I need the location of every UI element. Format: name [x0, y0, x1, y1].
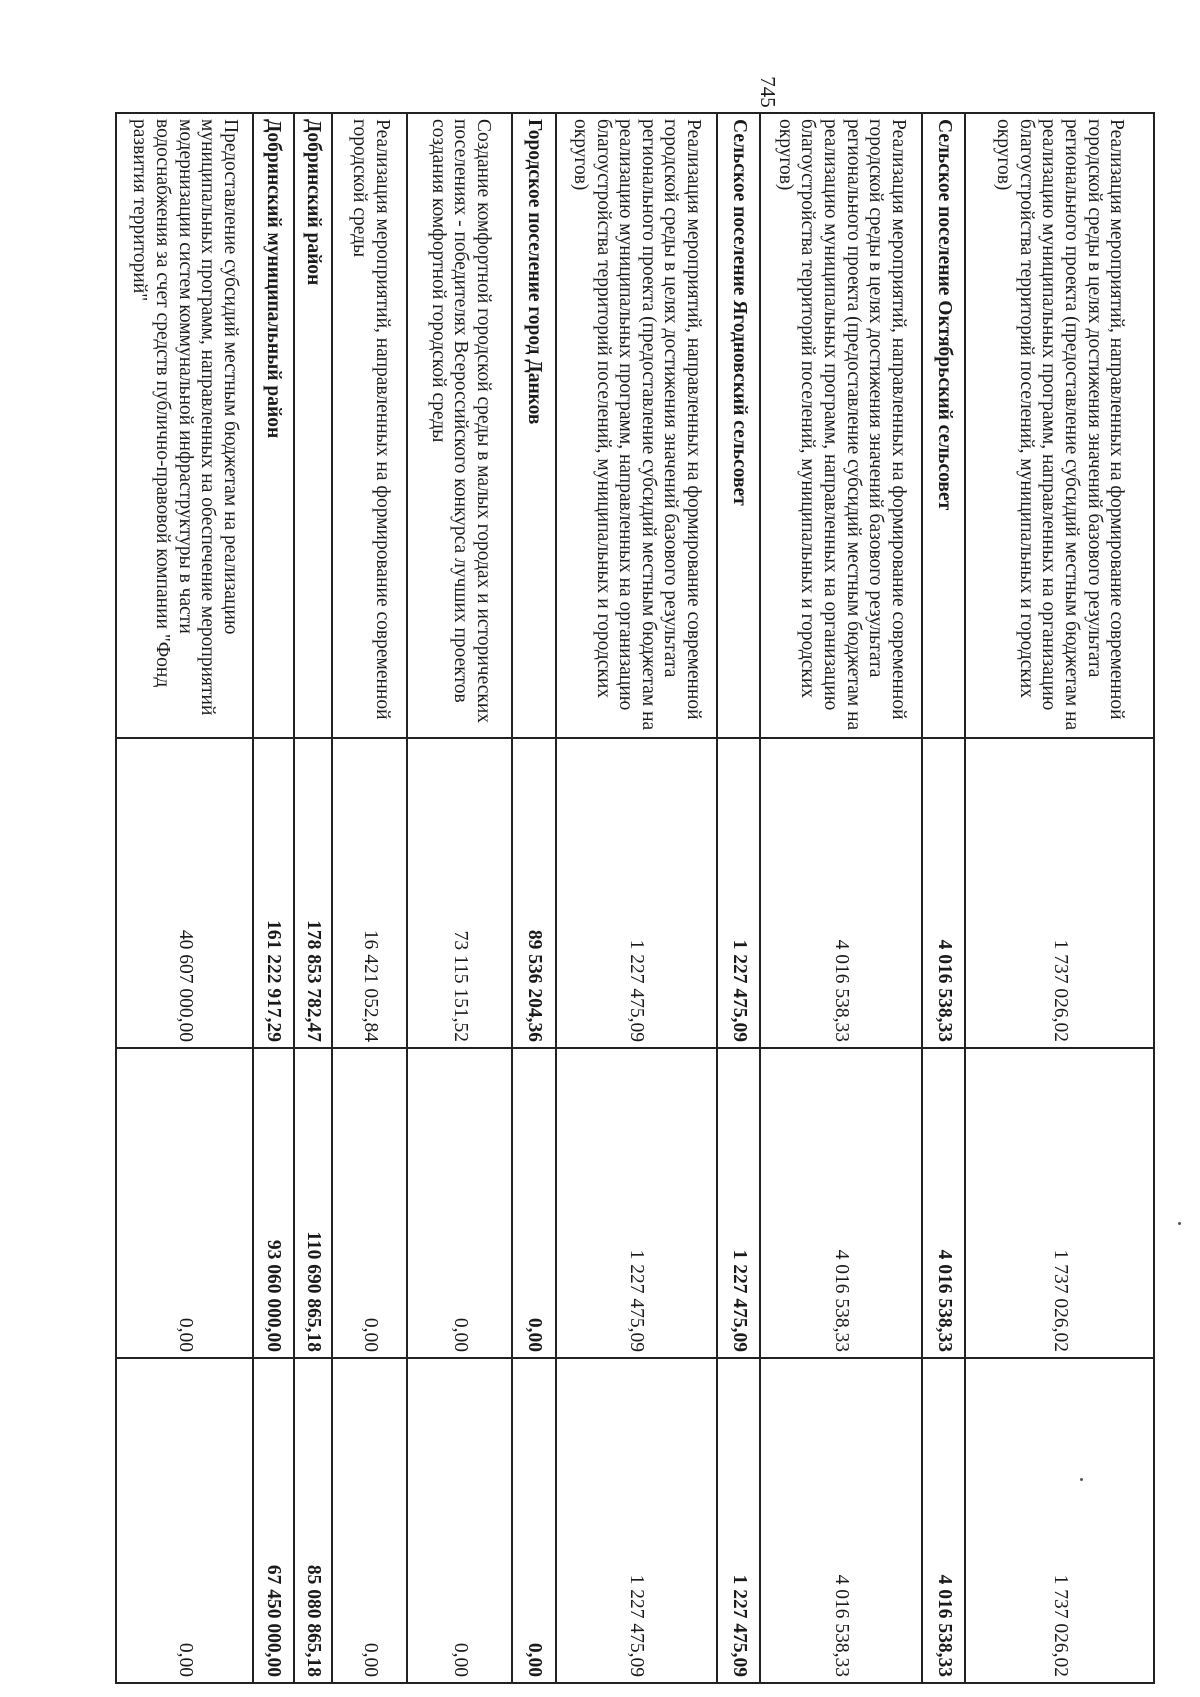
value-year-1: 1 737 026,02	[965, 738, 1154, 1048]
table-row	[294, 113, 333, 1683]
row-description: Городское поселение город Данков	[512, 113, 555, 738]
scan-speck	[1178, 1222, 1181, 1225]
rotated-page	[115, 76, 1155, 1682]
value-year-3: 1 227 475,09	[717, 1358, 760, 1683]
value-year-2: 93 060 000,00	[253, 1048, 294, 1358]
row-description: Реализация мероприятий, направленных на формирование современной городской среды в целях достижения значений базового результата регионального проекта (предоставление субсидий местным бюджетам на реализацию муниципальных программ, направленных на организацию благоустройства территорий поселений, муниципальных и городских округов)	[965, 113, 1154, 738]
table-row	[116, 113, 253, 1683]
page-number: 745	[756, 76, 780, 108]
row-description: Реализация мероприятий, направленных на формирование современной городской среды	[332, 113, 407, 738]
value-year-2: 1 737 026,02	[965, 1048, 1154, 1358]
value-year-1: 16 421 052,84	[332, 738, 407, 1048]
value-year-1: 4 016 538,33	[760, 738, 922, 1048]
value-year-1: 4 016 538,33	[922, 738, 965, 1048]
row-description: Предоставление субсидий местным бюджетам на реализацию муниципальных программ, направленных на обеспечение мероприятий модернизации систем коммунальной инфраструктуры в части водоснабжения за счет средств публично-правовой компании "Фонд развития территорий"	[116, 113, 253, 738]
value-year-1: 1 227 475,09	[717, 738, 760, 1048]
value-year-1: 1 227 475,09	[556, 738, 717, 1048]
value-year-1: 73 115 151,52	[408, 738, 513, 1048]
table-row	[922, 113, 965, 1683]
row-description: Добринский район	[294, 113, 333, 738]
value-year-1: 178 853 782,47	[294, 738, 333, 1048]
table-row	[408, 113, 513, 1683]
row-description: Добринский муниципальный район	[253, 113, 294, 738]
budget-table	[115, 112, 1155, 1684]
value-year-2: 0,00	[332, 1048, 407, 1358]
table-row	[556, 113, 717, 1683]
value-year-2: 0,00	[408, 1048, 513, 1358]
value-year-3: 0,00	[332, 1358, 407, 1683]
table-row	[512, 113, 555, 1683]
value-year-2: 0,00	[116, 1048, 253, 1358]
value-year-3: 0,00	[512, 1358, 555, 1683]
row-description: Реализация мероприятий, направленных на формирование современной городской среды в целях достижения значений базового результата регионального проекта (предоставление субсидий местным бюджетам на реализацию муниципальных программ, направленных на организацию благоустройства территорий поселений, муниципальных и городских округов)	[760, 113, 922, 738]
value-year-3: 0,00	[408, 1358, 513, 1683]
row-description: Сельское поселение Октябрьский сельсовет	[922, 113, 965, 738]
table-row	[332, 113, 407, 1683]
value-year-1: 40 607 000,00	[116, 738, 253, 1048]
row-description: Реализация мероприятий, направленных на формирование современной городской среды в целях достижения значений базового результата регионального проекта (предоставление субсидий местным бюджетам на реализацию муниципальных программ, направленных на организацию благоустройства территорий поселений, муниципальных и городских округов)	[556, 113, 717, 738]
row-description: Сельское поселение Ягодновский сельсовет	[717, 113, 760, 738]
value-year-3: 67 450 000,00	[253, 1358, 294, 1683]
value-year-2: 4 016 538,33	[922, 1048, 965, 1358]
table-row	[253, 113, 294, 1683]
value-year-2: 4 016 538,33	[760, 1048, 922, 1358]
value-year-3: 0,00	[116, 1358, 253, 1683]
value-year-3: 4 016 538,33	[760, 1358, 922, 1683]
value-year-2: 0,00	[512, 1048, 555, 1358]
row-description: Создание комфортной городской среды в малых городах и исторических поселениях - победителях Всероссийского конкурса лучших проектов создания комфортной городской среды	[408, 113, 513, 738]
value-year-3: 4 016 538,33	[922, 1358, 965, 1683]
value-year-3: 1 227 475,09	[556, 1358, 717, 1683]
table-row	[965, 113, 1154, 1683]
table-row	[717, 113, 760, 1683]
value-year-3: 1 737 026,02	[965, 1358, 1154, 1683]
value-year-3: 85 080 865,18	[294, 1358, 333, 1683]
scan-speck	[1080, 1478, 1083, 1481]
table-row	[760, 113, 922, 1683]
value-year-1: 161 222 917,29	[253, 738, 294, 1048]
value-year-2: 1 227 475,09	[556, 1048, 717, 1358]
value-year-2: 1 227 475,09	[717, 1048, 760, 1358]
value-year-1: 89 536 204,36	[512, 738, 555, 1048]
value-year-2: 110 690 865,18	[294, 1048, 333, 1358]
